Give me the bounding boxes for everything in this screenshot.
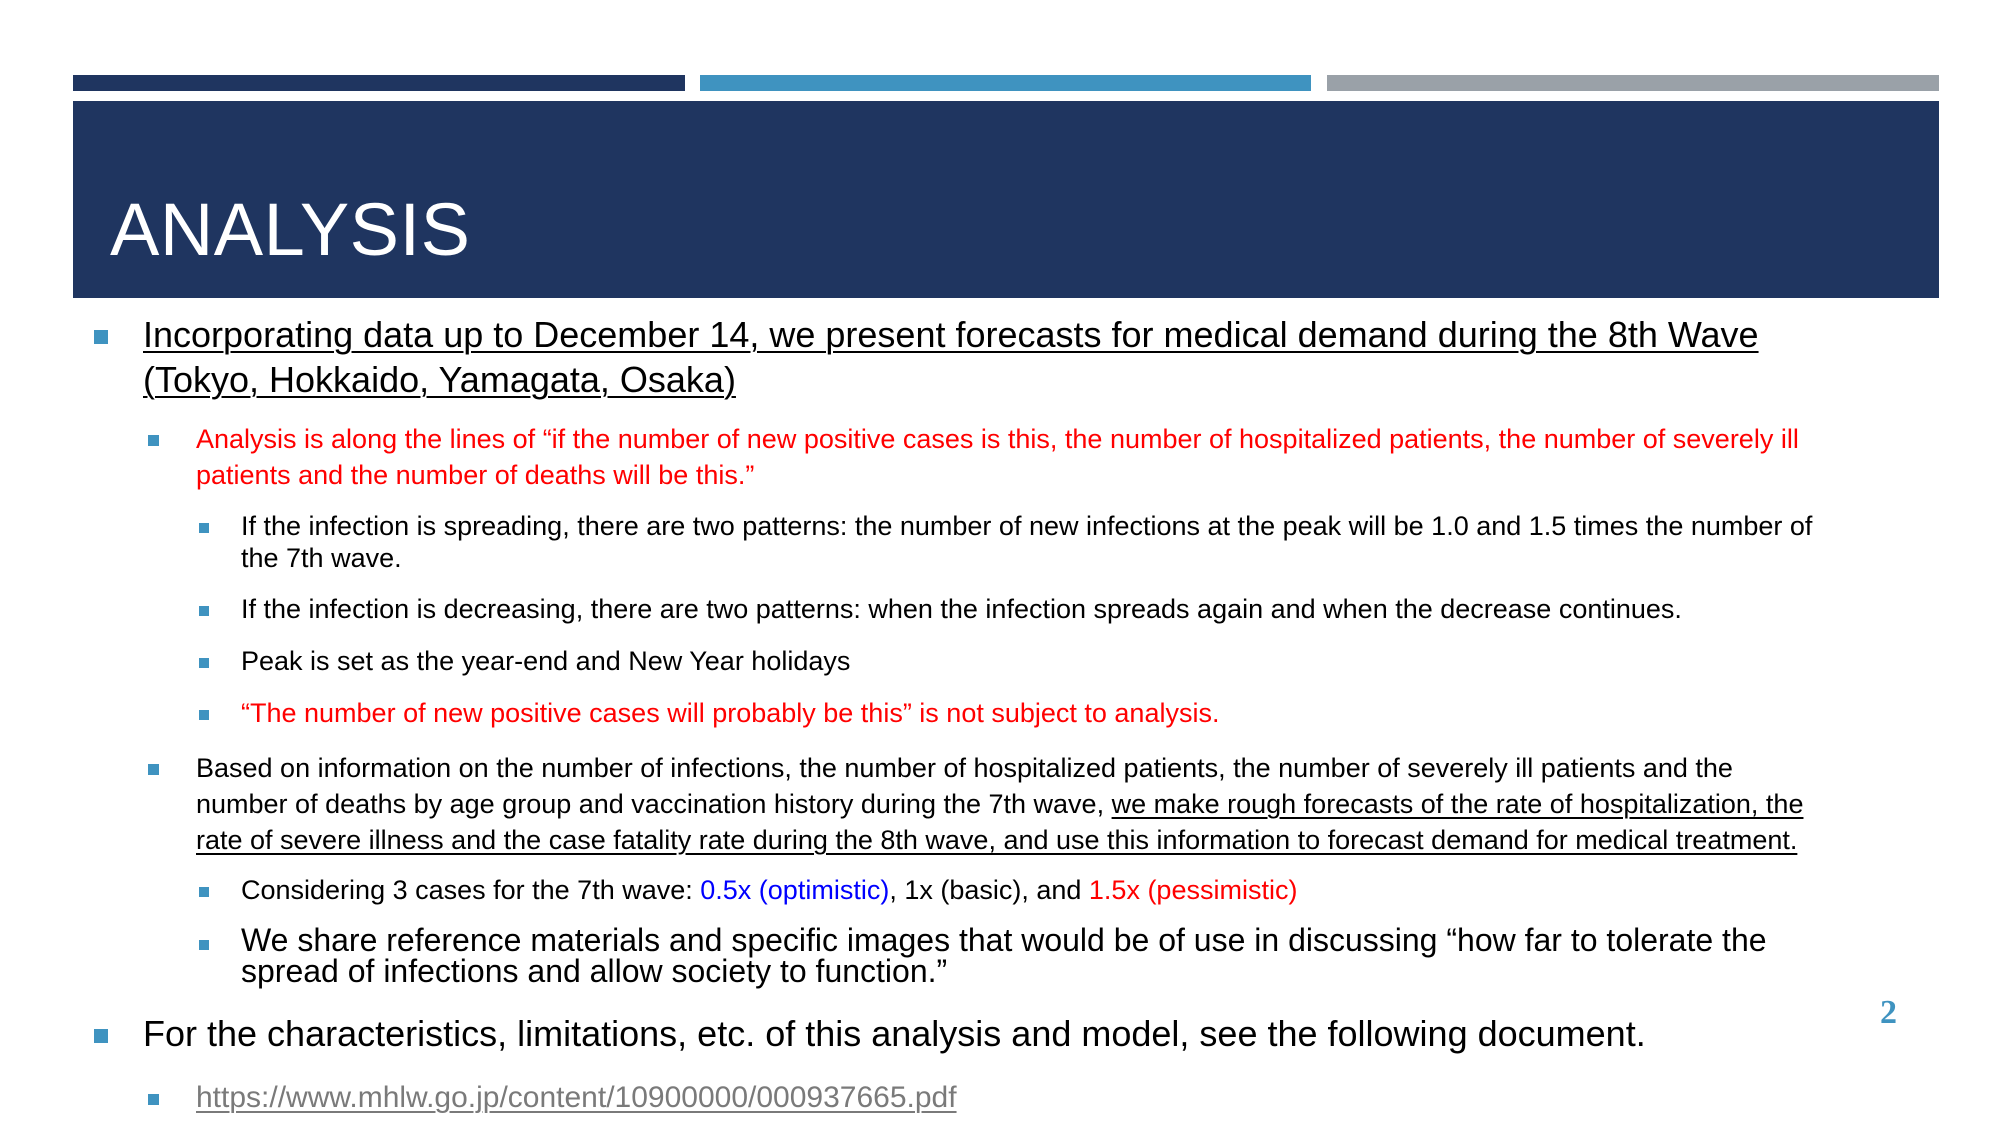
three-cases-optimistic: 0.5x (optimistic) bbox=[700, 875, 890, 905]
bullet-reference-line1: We share reference materials and specific images that would be of use in discussing “how far to tolerate the bbox=[241, 922, 1767, 958]
three-cases-prefix: Considering 3 cases for the 7th wave: bbox=[241, 875, 701, 905]
square-bullet-icon bbox=[148, 435, 159, 446]
page-number: 2 bbox=[1880, 994, 1897, 1031]
bullet-based-line3: rate of severe illness and the case fatality rate during the 8th wave, and use this information to forecast demand for medical treatment. bbox=[196, 825, 1798, 855]
top-accent-bar-gray bbox=[1327, 75, 1939, 91]
bullet-based-line2-underlined: we make rough forecasts of the rate of hospitalization, the bbox=[1111, 789, 1804, 819]
square-bullet-icon bbox=[199, 658, 209, 668]
top-accent-bar-navy bbox=[73, 75, 685, 91]
square-bullet-icon bbox=[94, 330, 108, 344]
bullet-decreasing: If the infection is decreasing, there are two patterns: when the infection spreads again and when the decrease continues. bbox=[241, 594, 1682, 624]
three-cases-pessimistic: 1.5x (pessimistic) bbox=[1088, 875, 1298, 905]
square-bullet-icon bbox=[148, 764, 159, 775]
square-bullet-icon bbox=[148, 1094, 159, 1105]
bullet-incorporating-line2: (Tokyo, Hokkaido, Yamagata, Osaka) bbox=[143, 359, 736, 400]
square-bullet-icon bbox=[199, 887, 209, 897]
bullet-analysis-line2: patients and the number of deaths will be this.” bbox=[196, 460, 755, 490]
bullet-based-line1: Based on information on the number of infections, the number of hospitalized patients, the number of severely ill patients and the bbox=[196, 753, 1733, 783]
bullet-not-subject: “The number of new positive cases will probably be this” is not subject to analysis. bbox=[241, 698, 1220, 728]
bullet-based-line2 bbox=[196, 789, 1803, 820]
three-cases-middle: , 1x (basic), and bbox=[889, 875, 1089, 905]
title-band bbox=[73, 101, 1939, 298]
bullet-based-line2-plain: number of deaths by age group and vaccination history during the 7th wave, bbox=[196, 789, 1112, 819]
bullet-reference-line2: spread of infections and allow society to function.” bbox=[241, 953, 948, 989]
slide-title: ANALYSIS bbox=[110, 188, 471, 271]
square-bullet-icon bbox=[94, 1029, 108, 1043]
bullet-incorporating-line1: Incorporating data up to December 14, we present forecasts for medical demand during the 8th Wave bbox=[143, 314, 1759, 355]
square-bullet-icon bbox=[199, 940, 209, 950]
bullet-peak: Peak is set as the year-end and New Year holidays bbox=[241, 646, 851, 676]
bullet-three-cases bbox=[241, 875, 1297, 906]
bullet-spreading-line2: the 7th wave. bbox=[241, 543, 402, 573]
bullet-analysis-line1: Analysis is along the lines of “if the number of new positive cases is this, the number of hospitalized patients, the number of severely ill bbox=[196, 424, 1799, 454]
bullet-spreading-line1: If the infection is spreading, there are two patterns: the number of new infections at the peak will be 1.0 and 1.5 times the number of bbox=[241, 511, 1813, 541]
square-bullet-icon bbox=[199, 606, 209, 616]
top-accent-bar-blue bbox=[700, 75, 1311, 91]
bullet-characteristics: For the characteristics, limitations, etc. of this analysis and model, see the following document. bbox=[143, 1013, 1646, 1054]
reference-document-link[interactable]: https://www.mhlw.go.jp/content/10900000/000937665.pdf bbox=[196, 1081, 957, 1114]
square-bullet-icon bbox=[199, 523, 209, 533]
square-bullet-icon bbox=[199, 710, 209, 720]
